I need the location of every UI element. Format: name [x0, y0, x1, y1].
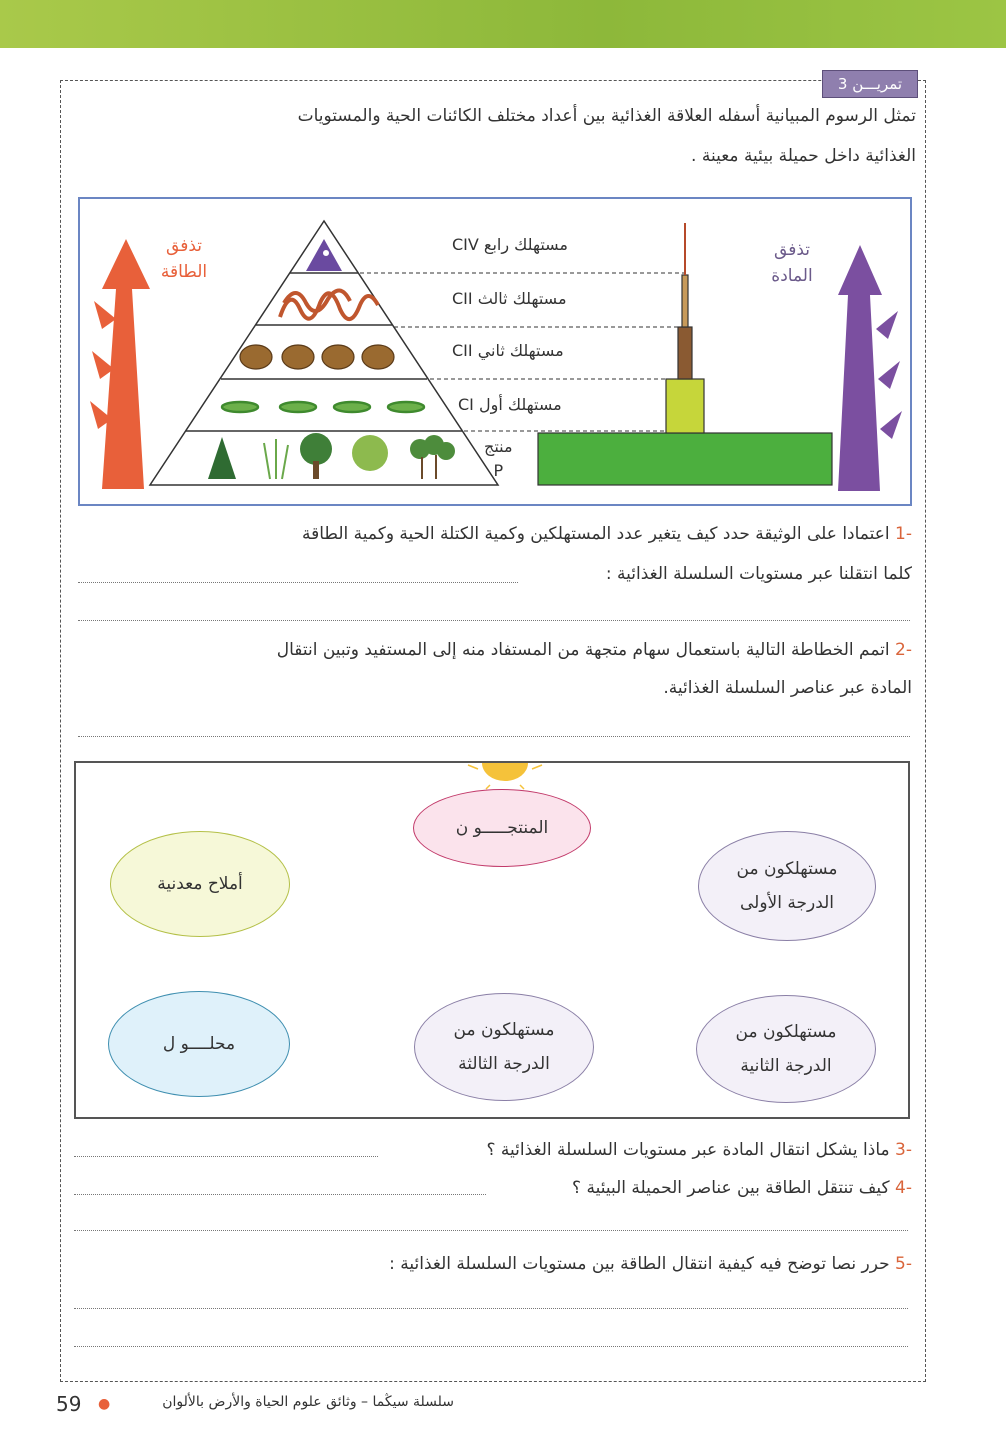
level-label-ci: مستهلك أول CI	[458, 395, 562, 414]
eagle-icon	[306, 239, 342, 271]
answer-line	[74, 1308, 908, 1309]
frog-icon	[240, 345, 394, 369]
tertiary-consumers-line2: الدرجة الثالثة	[458, 1054, 550, 1074]
question-2-number: -2	[895, 640, 912, 660]
producer-label-line2: P	[493, 461, 504, 480]
intro-line-2: الغذائية داخل حميلة بيئية معينة .	[691, 146, 916, 166]
primary-consumers-line1: مستهلكون من	[736, 859, 838, 879]
question-4-number: -4	[895, 1178, 912, 1198]
matter-flow-label-line2: المادة	[771, 266, 813, 286]
producer-label-line1: منتج	[484, 437, 513, 456]
question-2-line2	[76, 678, 912, 698]
page-number: 59	[56, 1392, 82, 1416]
intro-line-1: تمثل الرسوم المبيانية أسفله العلاقة الغذائية بين أعداد مختلف الكائنات الحية والمستويات	[297, 106, 916, 126]
question-2-text: اتمم الخطاطة التالية باستعمال سهام متجهة من المستفاد منه إلى المستفيد وتبين انتقال	[276, 640, 890, 660]
energy-flow-label-line2: الطاقة	[160, 262, 208, 282]
question-4	[76, 1178, 912, 1198]
question-3	[76, 1140, 912, 1160]
producers-ellipse[interactable]	[413, 789, 591, 867]
mineral-salts-label: أملاح معدنية	[157, 874, 243, 894]
energy-flow-arrow	[90, 239, 150, 489]
question-3-number: -3	[895, 1140, 912, 1160]
level-label-ciii: مستهلك ثالث CII	[452, 289, 567, 308]
question-5-text: حرر نصا توضح فيه كيفية انتقال الطاقة بين مستويات السلسلة الغذائية :	[389, 1254, 890, 1274]
answer-line	[74, 1346, 908, 1347]
footer-series: سلسلة سيڭما – وثائق علوم الحياة والأرض بالألوان	[162, 1394, 454, 1410]
question-3-text: ماذا يشكل انتقال المادة عبر مستويات السلسلة الغذائية ؟	[486, 1140, 890, 1160]
food-pyramid-diagram	[78, 197, 912, 506]
question-5-number: -5	[895, 1254, 912, 1274]
ci-bar	[666, 379, 704, 433]
answer-line	[74, 1156, 378, 1157]
decomposers-label: محلــــو ل	[162, 1034, 236, 1054]
tertiary-consumers-ellipse[interactable]	[414, 993, 594, 1101]
question-1	[76, 524, 912, 544]
level-label-cii: مستهلك ثاني CII	[452, 341, 564, 360]
decomposers-ellipse[interactable]	[108, 991, 290, 1097]
answer-line	[78, 736, 910, 737]
primary-consumers-line2: الدرجة الأولى	[739, 893, 835, 913]
energy-flow-label-line1: تذفق	[166, 236, 202, 256]
cii-bar	[678, 327, 692, 379]
top-color-band	[0, 0, 1006, 48]
exercise-badge: تمريـــن 3	[822, 70, 918, 98]
matter-flow-label	[752, 237, 832, 289]
question-1-line2	[76, 564, 912, 584]
answer-line	[74, 1194, 486, 1195]
sun-icon	[460, 761, 550, 791]
matter-flow-label-line1: تذفق	[774, 240, 810, 260]
mineral-salts-ellipse[interactable]	[110, 831, 290, 937]
ciii-bar	[682, 275, 688, 327]
producers-label: المنتجـــــو ن	[455, 818, 549, 838]
question-1-text-2: كلما انتقلنا عبر مستويات السلسلة الغذائية :	[605, 564, 912, 584]
footer-bullet: ●	[98, 1396, 111, 1412]
matter-flow-scheme	[74, 761, 910, 1119]
level-label-civ: مستهلك رابع CIV	[452, 235, 568, 254]
energy-flow-label	[144, 233, 224, 285]
secondary-consumers-line2: الدرجة الثانية	[740, 1056, 832, 1076]
tertiary-consumers-line1: مستهلكون من	[453, 1020, 555, 1040]
producer-bar	[538, 433, 832, 485]
secondary-consumers-ellipse[interactable]	[696, 995, 876, 1103]
question-2-text-2: المادة عبر عناصر السلسلة الغذائية.	[663, 678, 912, 698]
matter-flow-arrow	[838, 245, 902, 491]
question-5	[76, 1254, 912, 1274]
answer-line	[74, 1230, 908, 1231]
question-1-number: -1	[895, 524, 912, 544]
answer-line	[78, 582, 518, 583]
question-4-text: كيف تنتقل الطاقة بين عناصر الحميلة البيئية ؟	[572, 1178, 890, 1198]
secondary-consumers-line1: مستهلكون من	[735, 1022, 837, 1042]
grasshopper-icon	[222, 402, 424, 412]
question-1-text: اعتمادا على الوثيقة حدد كيف يتغير عدد المستهلكين وكمية الكتلة الحية وكمية الطاقة	[301, 524, 890, 544]
answer-line	[78, 620, 910, 621]
snake-icon	[280, 290, 378, 319]
question-2	[76, 640, 912, 660]
tree-icon	[208, 433, 455, 479]
primary-consumers-ellipse[interactable]	[698, 831, 876, 941]
producer-label	[484, 435, 513, 483]
